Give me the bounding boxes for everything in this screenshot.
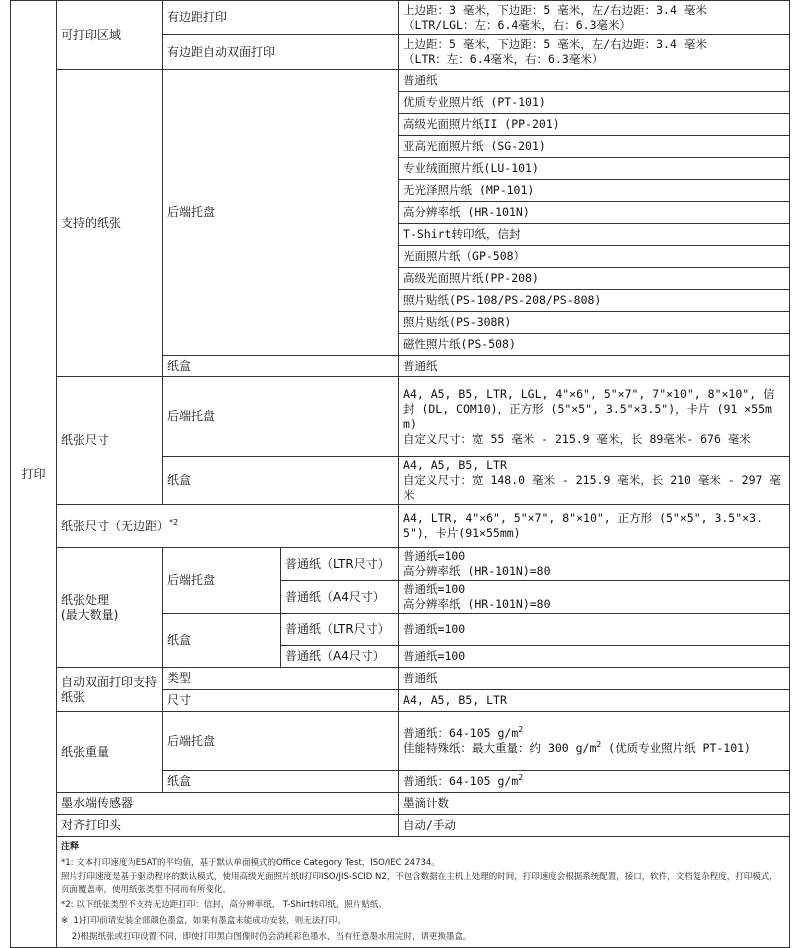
- spec-table-container: [10, 0, 789, 948]
- paper-size-rear-tray-label: 后端托盘: [163, 377, 399, 457]
- paper-handling-label-line: (最大数量): [61, 607, 119, 622]
- handling-rear-a4-value: [399, 581, 790, 614]
- print-spec-table: [10, 0, 790, 948]
- auto-duplex-label: 自动双面打印支持纸张: [57, 668, 163, 712]
- paper-size-cassette-value: [399, 457, 790, 505]
- bordered-value-line: 上边距：3 毫米，下边距：5 毫米，左/右边距：3.4 毫米: [403, 2, 707, 17]
- bordered-print-value: [399, 1, 790, 35]
- weight-cassette-label: 纸盒: [163, 771, 399, 793]
- section-print-label: 打印: [11, 1, 57, 948]
- note-item: *2: 以下纸张类型不支持无边距打印：信封，高分辨率纸， T-Shirt转印纸，照片贴纸。: [61, 900, 387, 910]
- handling-cassette-ltr-label: 普通纸（LTR尺寸）: [281, 614, 399, 646]
- supported-paper-label: 支持的纸张: [57, 70, 163, 377]
- note-item: 照片打印速度是基于驱动程序的默认模式，使用高级光面照片纸II打印ISO/JIS-SCID N2，不包含数据在主机上处理的时间，打印速度会根据系统配置，接口，软件，文档复杂程度，打印模式，页面覆盖率，使用纸张类型不同而有所变化。: [61, 872, 778, 895]
- bordered-duplex-value: [399, 35, 790, 70]
- paper-size-borderless-value: A4, LTR, 4"×6", 5"×7", 8"×10", 正方形 (5"×5", 3.5"×3.5")，卡片(91×55mm): [399, 505, 790, 548]
- supported-cassette-label: 纸盒: [163, 356, 399, 377]
- note-item: 2)根据纸张或打印设置不同，即使打印黑白图像时仍会消耗彩色墨水，当有任意墨水用完时，请更换墨盒。: [61, 932, 472, 942]
- weight-special-line: [403, 741, 785, 756]
- bordered-duplex-line: 上边距：5 毫米，下边距：5 毫米，左/右边距：3.4 毫米: [403, 37, 707, 51]
- supported-paper-item: 高级光面照片纸(PP-208): [399, 268, 790, 290]
- ink-sensor-value: 墨滴计数: [399, 793, 790, 815]
- paper-handling-label-line: 纸张处理: [61, 592, 110, 607]
- handling-cassette-label: 纸盒: [163, 614, 281, 668]
- borderless-label-text: 纸张尺寸（无边距）: [61, 518, 170, 533]
- supported-paper-item: 光面照片纸（GP-508）: [399, 246, 790, 268]
- notes-title: 注释: [61, 842, 80, 852]
- note-item: *1: 文本打印速度为ESAT的平均值，基于默认单面模式的Office Category Test，ISO/IEC 24734。: [61, 858, 440, 868]
- auto-duplex-type-value: 普通纸: [399, 668, 790, 690]
- paper-size-cassette-label: 纸盒: [163, 457, 399, 505]
- ink-sensor-label: 墨水端传感器: [57, 793, 399, 815]
- paper-size-rear-line: 自定义尺寸：宽 55 毫米 - 215.9 毫米，长 89毫米- 676 毫米: [403, 431, 751, 446]
- handling-value-line: 高分辨率纸 (HR-101N)=80: [403, 564, 551, 578]
- handling-cassette-ltr-value: 普通纸=100: [399, 614, 790, 646]
- auto-duplex-size-value: A4, A5, B5, LTR: [399, 690, 790, 712]
- handling-value-line: 高分辨率纸 (HR-101N)=80: [403, 597, 551, 611]
- weight-cassette-value: [399, 771, 790, 793]
- handling-value-line: 普通纸=100: [403, 549, 466, 563]
- supported-paper-item: 普通纸: [399, 70, 790, 92]
- weight-special-tail: (优质专业照片纸 PT-101): [608, 741, 751, 755]
- head-align-label: 对齐打印头: [57, 815, 399, 837]
- weight-plain-line: [403, 726, 785, 741]
- supported-cassette-value: 普通纸: [399, 356, 790, 377]
- supported-rear-tray-label: 后端托盘: [163, 70, 399, 356]
- supported-paper-item: 照片贴纸(PS-108/PS-208/PS-808): [399, 290, 790, 312]
- paper-size-rear-tray-value: [399, 377, 790, 457]
- weight-special-text: 佳能特殊纸：最大重量：约 300 g/m: [403, 741, 597, 755]
- weight-rear-tray-value: [399, 712, 790, 771]
- paper-size-label: 纸张尺寸: [57, 377, 163, 505]
- bordered-value-line: （LTR/LGL：左：6.4毫米，右：6.3毫米）: [403, 17, 632, 32]
- auto-duplex-size-label: 尺寸: [163, 690, 399, 712]
- head-align-value: 自动/手动: [399, 815, 790, 837]
- weight-special-sup: 2: [596, 740, 602, 750]
- handling-rear-tray-label: 后端托盘: [163, 548, 281, 614]
- borderless-note-mark: *2: [169, 517, 179, 527]
- handling-rear-ltr-value: [399, 548, 790, 581]
- supported-paper-item: 高分辨率纸 (HR-101N): [399, 202, 790, 224]
- handling-plain-a4-label: 普通纸（A4尺寸）: [281, 581, 399, 614]
- printable-area-label: 可打印区域: [57, 1, 163, 70]
- weight-rear-tray-label: 后端托盘: [163, 712, 399, 771]
- paper-handling-label: [57, 548, 163, 668]
- bordered-print-label: 有边距打印: [163, 1, 399, 35]
- supported-paper-item: 高级光面照片纸II (PP-201): [399, 114, 790, 136]
- supported-paper-item: 照片贴纸(PS-308R): [399, 312, 790, 334]
- supported-paper-item: 优质专业照片纸 (PT-101): [399, 92, 790, 114]
- bordered-duplex-line: （LTR：左：6.4毫米，右：6.3毫米）: [403, 52, 604, 66]
- weight-cassette-text: 普通纸：64-105 g/m: [403, 774, 519, 788]
- handling-cassette-a4-value: 普通纸=100: [399, 646, 790, 668]
- auto-duplex-type-label: 类型: [163, 668, 399, 690]
- paper-weight-label: 纸张重量: [57, 712, 163, 793]
- paper-size-cassette-line: 自定义尺寸：宽 148.0 毫米 - 215.9 毫米，长 210 毫米 - 297 毫米: [403, 473, 781, 502]
- supported-paper-item: 专业绒面照片纸(LU-101): [399, 158, 790, 180]
- bordered-duplex-label: 有边距自动双面打印: [163, 35, 399, 70]
- supported-paper-item: T-Shirt转印纸，信封: [399, 224, 790, 246]
- weight-plain-text: 普通纸：64-105 g/m: [403, 726, 519, 740]
- supported-paper-item: 磁性照片纸(PS-508): [399, 334, 790, 356]
- note-item: ※ 1)打印前请安装全部颜色墨盒，如果有墨盒未能成功安装，则无法打印。: [61, 916, 346, 926]
- paper-size-cassette-line: A4, A5, B5, LTR: [403, 458, 507, 472]
- paper-size-rear-line: A4, A5, B5, LTR, LGL, 4"×6", 5"×7", 7"×10", 8"×10", 信封 (DL, COM10)，正方形 (5"×5", 3.5"×3.5")，卡片 (91 ×55mm): [403, 386, 775, 431]
- handling-cassette-a4-label: 普通纸（A4尺寸）: [281, 646, 399, 668]
- paper-size-borderless-label: [57, 505, 399, 548]
- supported-paper-item: 无光泽照片纸 (MP-101): [399, 180, 790, 202]
- weight-plain-sup: 2: [518, 725, 524, 735]
- notes-cell: [57, 837, 790, 948]
- weight-cassette-sup: 2: [518, 773, 524, 783]
- handling-value-line: 普通纸=100: [403, 582, 466, 596]
- handling-plain-ltr-label: 普通纸（LTR尺寸）: [281, 548, 399, 581]
- supported-paper-item: 亚高光面照片纸 (SG-201): [399, 136, 790, 158]
